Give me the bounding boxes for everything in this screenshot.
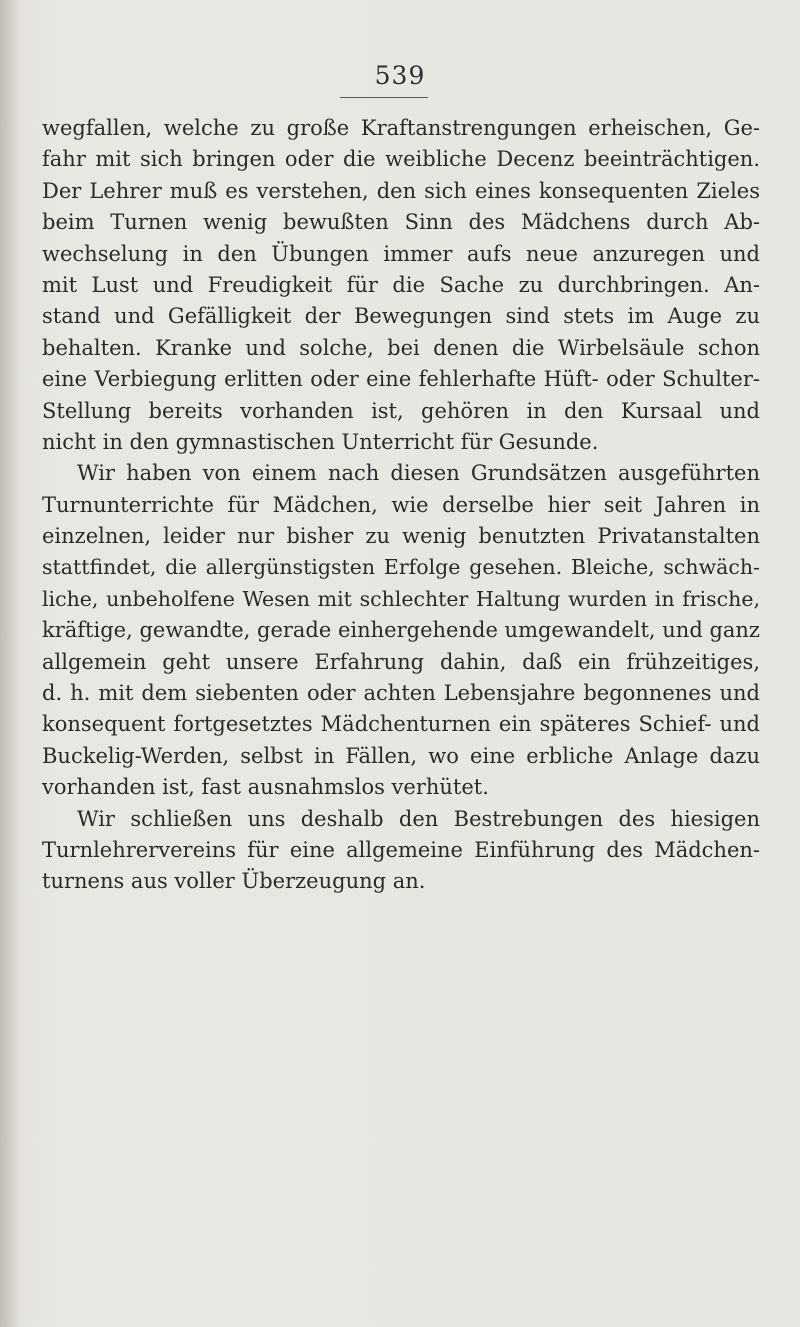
text-line: allgemein geht unsere Erfahrung dahin, daß ein frühzeitiges, xyxy=(42,649,760,674)
page-number: 539 xyxy=(374,61,426,90)
text-line: Stellung bereits vorhanden ist, gehören in den Kursaal und xyxy=(42,398,760,423)
text-line: mit Lust und Freudigkeit für die Sache zu durchbringen. An- xyxy=(42,272,760,297)
page-number-rule xyxy=(340,97,428,98)
text-line: Der Lehrer muß es verstehen, den sich eines konsequenten Zieles xyxy=(42,178,760,203)
text-line: Wir schließen uns deshalb den Bestrebungen des hiesigen xyxy=(77,806,760,831)
text-line: konsequent fortgesetztes Mädchenturnen ein späteres Schief- und xyxy=(42,712,760,737)
text-line: stattfindet, die allergünstigsten Erfolge gesehen. Bleiche, schwäch- xyxy=(42,555,760,580)
text-line: einzelnen, leider nur bisher zu wenig benutzten Privatanstalten xyxy=(42,524,760,549)
text-line: Turnunterrichte für Mädchen, wie derselbe hier seit Jahren in xyxy=(42,492,760,517)
body-text xyxy=(42,113,760,898)
text-line: wechselung in den Übungen immer aufs neue anzuregen und xyxy=(42,241,760,266)
text-line: Turnlehrervereins für eine allgemeine Einführung des Mädchen- xyxy=(42,837,760,862)
text-line: beim Turnen wenig bewußten Sinn des Mädchens durch Ab- xyxy=(42,210,760,235)
text-line: wegfallen, welche zu große Kraftanstrengungen erheischen, Ge- xyxy=(42,116,760,140)
text-line: eine Verbiegung erlitten oder eine fehlerhafte Hüft- oder Schulter- xyxy=(42,367,760,392)
page-edge-shadow xyxy=(0,0,22,1327)
text-line: turnens aus voller Überzeugung an. xyxy=(42,869,426,894)
text-line: kräftige, gewandte, gerade einhergehende umgewandelt, und ganz xyxy=(42,618,760,643)
text-line: nicht in den gymnastischen Unterricht für Gesunde. xyxy=(42,429,599,454)
text-line: Wir haben von einem nach diesen Grundsätzen ausgeführten xyxy=(77,461,760,486)
text-line: d. h. mit dem siebenten oder achten Lebensjahre begonnenes und xyxy=(42,681,760,706)
text-line: Buckelig-Werden, selbst in Fällen, wo eine erbliche Anlage dazu xyxy=(42,743,760,768)
text-line: stand und Gefälligkeit der Bewegungen sind stets im Auge zu xyxy=(42,304,760,329)
text-line: liche, unbeholfene Wesen mit schlechter Haltung wurden in frische, xyxy=(42,586,760,611)
text-line: fahr mit sich bringen oder die weibliche Decenz beeinträchtigen. xyxy=(42,147,760,172)
text-line: behalten. Kranke und solche, bei denen die Wirbelsäule schon xyxy=(42,335,760,360)
text-line: vorhanden ist, fast ausnahmslos verhütet. xyxy=(42,775,489,800)
